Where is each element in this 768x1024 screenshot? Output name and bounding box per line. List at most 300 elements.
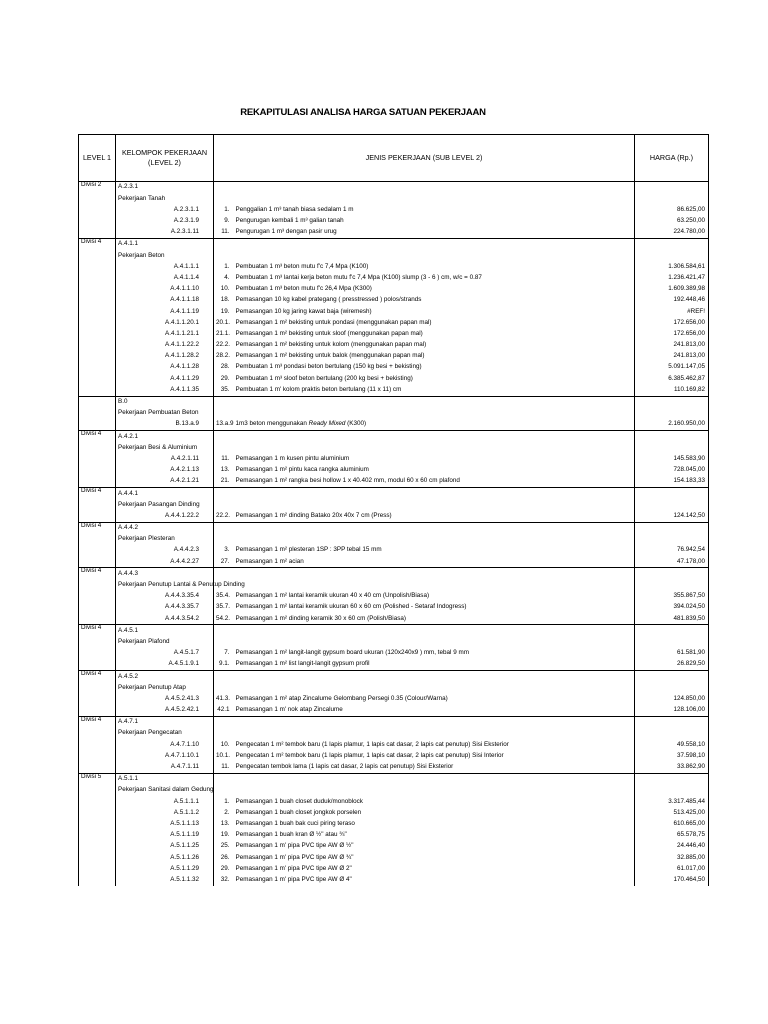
group-name: Pekerjaan Plafond bbox=[118, 637, 170, 645]
item-number: 13. bbox=[220, 466, 230, 474]
item-number: 4. bbox=[224, 273, 230, 281]
header-kelompok-line2: (LEVEL 2) bbox=[148, 158, 181, 167]
item-description-text: Penggalian 1 m³ tanah biasa sedalam 1 m bbox=[235, 205, 354, 213]
item-number: 29. bbox=[220, 864, 230, 872]
item-description-text: Pemasangan 1 m² bekisting untuk pondasi (menggunakan papan mal) bbox=[235, 318, 432, 326]
group-name: Pekerjaan Sanitasi dalam Gedung bbox=[118, 786, 214, 794]
group-name-cell bbox=[116, 637, 214, 648]
item-price: 355.867,50 bbox=[635, 591, 709, 602]
item-code: A.5.1.1.2 bbox=[116, 807, 214, 818]
item-description bbox=[230, 762, 635, 774]
item-code: A.4.5.1.9.1 bbox=[116, 659, 214, 671]
item-number: 35. bbox=[220, 385, 230, 393]
empty-cell bbox=[214, 580, 635, 591]
table-row bbox=[79, 556, 709, 568]
item-description bbox=[230, 419, 635, 431]
empty-cell bbox=[214, 682, 635, 693]
table-row bbox=[79, 602, 709, 613]
item-description bbox=[230, 659, 635, 671]
empty-cell bbox=[214, 408, 635, 419]
group-name: Pekerjaan Besi & Aluminium bbox=[118, 443, 198, 451]
table-row bbox=[79, 306, 709, 317]
item-number: 35.7. bbox=[216, 603, 231, 611]
level1-cell: Divisi 4 bbox=[79, 431, 116, 488]
empty-cell bbox=[635, 671, 709, 683]
item-price: 172.656,00 bbox=[635, 328, 709, 339]
item-description bbox=[230, 454, 635, 465]
table-row bbox=[79, 648, 709, 659]
table-row bbox=[79, 830, 709, 841]
item-description-text: Pengecatan 1 m² tembok baru (1 lapis plamur, 1 lapis cat dasar, 2 lapis cat penutup) Sisi Interior bbox=[235, 751, 504, 759]
empty-cell bbox=[214, 250, 635, 261]
table-row bbox=[79, 261, 709, 272]
item-number: 2. bbox=[224, 808, 230, 816]
item-description bbox=[230, 351, 635, 362]
item-code: A.4.1.1.35 bbox=[116, 384, 214, 396]
empty-cell bbox=[635, 431, 709, 443]
group-name-cell bbox=[116, 193, 214, 204]
item-price: 47.178,00 bbox=[635, 556, 709, 568]
item-code: A.4.4.2.27 bbox=[116, 556, 214, 568]
item-price: 124.142,50 bbox=[635, 510, 709, 522]
group-code: A.4.4.1 bbox=[116, 488, 214, 500]
item-description-text: Pembuatan 1 m³ lantai kerja beton mutu f'c 7,4 Mpa (K100) slump (3 - 6 ) cm, w/c = 0.87 bbox=[235, 273, 482, 281]
empty-cell bbox=[214, 499, 635, 510]
item-price: 1.306.584,61 bbox=[635, 261, 709, 272]
item-price: 224.780,00 bbox=[635, 227, 709, 239]
item-code: A.4.1.1.22.2 bbox=[116, 340, 214, 351]
level1-cell: Divisi 4 bbox=[79, 568, 116, 625]
group-code: A.4.2.1 bbox=[116, 431, 214, 443]
item-price: 2.160.950,00 bbox=[635, 419, 709, 431]
empty-cell bbox=[635, 488, 709, 500]
level1-cell: Divisi 4 bbox=[79, 625, 116, 671]
group-name-cell bbox=[116, 499, 214, 510]
group-code: A.4.1.1 bbox=[116, 238, 214, 250]
item-number: 1. bbox=[224, 262, 230, 270]
item-price: 61.581,90 bbox=[635, 648, 709, 659]
item-price: 1.609.389,98 bbox=[635, 284, 709, 295]
item-number: 11. bbox=[221, 454, 230, 462]
level1-cell: Divisi 4 bbox=[79, 671, 116, 717]
table-row bbox=[79, 351, 709, 362]
item-description-text: Pemasangan 1 m² lantai keramik ukuran 40 x 40 cm (Unpolish/Biasa) bbox=[235, 592, 430, 600]
level1-cell: Divisi 4 bbox=[79, 716, 116, 773]
group-name: Pekerjaan Pasangan Dinding bbox=[118, 500, 200, 508]
item-price: 1.236.421,47 bbox=[635, 273, 709, 284]
item-description bbox=[230, 373, 635, 384]
empty-cell bbox=[635, 637, 709, 648]
section-code-row bbox=[79, 773, 709, 785]
item-code: A.4.4.3.35.7 bbox=[116, 602, 214, 613]
item-number: 9.1. bbox=[218, 660, 230, 668]
item-price: 394.024,50 bbox=[635, 602, 709, 613]
item-number: 54.2. bbox=[216, 614, 231, 622]
table-row bbox=[79, 705, 709, 717]
item-description bbox=[230, 705, 635, 717]
item-description bbox=[230, 227, 635, 239]
item-description-suffix: (K300) bbox=[345, 420, 367, 428]
item-price: 154.183,33 bbox=[635, 476, 709, 488]
section-code-row bbox=[79, 716, 709, 728]
item-description-text: Pemasangan 1 m' pipa PVC tipe AW Ø ¾" bbox=[235, 853, 354, 861]
item-description-text: Pemasangan 1 m' pipa PVC tipe AW Ø ½" bbox=[235, 842, 354, 850]
empty-cell bbox=[214, 522, 635, 534]
empty-cell bbox=[214, 534, 635, 545]
item-code: A.4.2.1.11 bbox=[116, 454, 214, 465]
empty-cell bbox=[214, 625, 635, 637]
item-code: A.4.7.1.10 bbox=[116, 739, 214, 750]
item-description bbox=[230, 819, 635, 830]
item-number: 22.2. bbox=[216, 511, 231, 519]
item-number: 41.3. bbox=[216, 694, 231, 702]
item-description bbox=[230, 874, 635, 885]
item-description-text: Pemasangan 1 m² bekisting untuk sloof (menggunakan papan mal) bbox=[235, 329, 423, 337]
table-row bbox=[79, 419, 709, 431]
item-price: 192.448,46 bbox=[635, 295, 709, 306]
item-price: 124.850,00 bbox=[635, 693, 709, 704]
table-row bbox=[79, 384, 709, 396]
item-price: #REF! bbox=[635, 306, 709, 317]
item-number: 10.1. bbox=[216, 751, 231, 759]
table-row bbox=[79, 659, 709, 671]
empty-cell bbox=[635, 773, 709, 785]
empty-cell bbox=[214, 637, 635, 648]
item-price: 24.446,40 bbox=[635, 841, 709, 852]
section-group-row bbox=[79, 534, 709, 545]
item-code: A.5.1.1.1 bbox=[116, 796, 214, 807]
item-description bbox=[230, 306, 635, 317]
group-name: Pekerjaan Penutup Lantai & Penutup Dinding bbox=[118, 581, 245, 588]
item-price: 3.317.485,44 bbox=[635, 796, 709, 807]
table-row bbox=[79, 295, 709, 306]
item-price: 76.942,54 bbox=[635, 545, 709, 556]
item-code: A.4.1.1.21.1 bbox=[116, 328, 214, 339]
item-description bbox=[230, 362, 635, 373]
section-group-row bbox=[79, 250, 709, 261]
group-name-cell bbox=[116, 534, 214, 545]
item-price: 32.885,00 bbox=[635, 852, 709, 863]
empty-cell bbox=[214, 442, 635, 453]
table-row bbox=[79, 373, 709, 384]
item-price: 110.169,82 bbox=[635, 384, 709, 396]
empty-cell bbox=[214, 671, 635, 683]
section-group-row bbox=[79, 682, 709, 693]
item-price: 728.045,00 bbox=[635, 465, 709, 476]
item-price: 128.106,00 bbox=[635, 705, 709, 717]
item-description bbox=[230, 273, 635, 284]
item-price: 172.656,00 bbox=[635, 317, 709, 328]
empty-cell bbox=[635, 182, 709, 194]
item-description-text: Pengurugan 1 m³ dengan pasir urug bbox=[235, 228, 337, 236]
item-number: 28.2. bbox=[216, 352, 231, 360]
table-row bbox=[79, 750, 709, 761]
item-description-text: Pemasangan 1 m² rangka besi hollow 1 x 40.402 mm, modul 60 x 60 cm plafond bbox=[235, 477, 460, 485]
item-description-text: Pemasangan 1 m² lantai keramik ukuran 60 x 60 cm (Polished - Setaraf Indogress) bbox=[235, 603, 467, 611]
item-price: 49.558,10 bbox=[635, 739, 709, 750]
section-code-row bbox=[79, 488, 709, 500]
header-kelompok bbox=[116, 135, 214, 182]
empty-cell bbox=[214, 182, 635, 194]
section-group-row bbox=[79, 408, 709, 419]
header-harga: HARGA (Rp.) bbox=[635, 135, 709, 182]
empty-cell bbox=[635, 568, 709, 580]
section-code-row bbox=[79, 522, 709, 534]
table-row bbox=[79, 284, 709, 295]
level1-cell: Divisi 4 bbox=[79, 488, 116, 523]
item-code: A.4.1.1.20.1 bbox=[116, 317, 214, 328]
item-code: A.5.1.1.32 bbox=[116, 874, 214, 885]
item-number: 28. bbox=[220, 363, 230, 371]
group-code: A.2.3.1 bbox=[116, 182, 214, 194]
table-row bbox=[79, 762, 709, 774]
item-number: 3. bbox=[224, 546, 230, 554]
group-code: A.5.1.1 bbox=[116, 773, 214, 785]
item-number: 21.1. bbox=[216, 329, 231, 337]
item-number: 1. bbox=[224, 797, 230, 805]
group-code: A.4.4.3 bbox=[116, 568, 214, 580]
empty-cell bbox=[635, 625, 709, 637]
group-code: A.4.4.2 bbox=[116, 522, 214, 534]
item-description-text: Pemasangan 1 buah kran Ø ½" atau ¾" bbox=[235, 831, 347, 839]
item-description-text: Pemasangan 1 m' nok atap Zincalume bbox=[235, 706, 343, 714]
group-code: A.4.5.2 bbox=[116, 671, 214, 683]
item-code: A.4.1.1.4 bbox=[116, 273, 214, 284]
item-number: 11. bbox=[221, 228, 230, 236]
item-code: A.4.4.2.3 bbox=[116, 545, 214, 556]
section-code-row bbox=[79, 568, 709, 580]
item-description-text: Pemasangan 1 m kusen pintu aluminium bbox=[235, 454, 350, 462]
table-row bbox=[79, 317, 709, 328]
item-price: 241.813,00 bbox=[635, 340, 709, 351]
table-row bbox=[79, 693, 709, 704]
item-code: A.4.1.1.1 bbox=[116, 261, 214, 272]
item-code: A.2.3.1.9 bbox=[116, 216, 214, 227]
item-description-text: Pemasangan 1 m² list langit-langit gypsum profil bbox=[235, 660, 370, 668]
item-number: 26. bbox=[220, 853, 230, 861]
item-description bbox=[230, 261, 635, 272]
group-code: A.4.7.1 bbox=[116, 716, 214, 728]
item-price: 37.598,10 bbox=[635, 750, 709, 761]
section-group-row bbox=[79, 785, 709, 796]
empty-cell bbox=[635, 193, 709, 204]
section-group-row bbox=[79, 580, 709, 591]
item-description bbox=[230, 340, 635, 351]
item-description bbox=[230, 545, 635, 556]
item-description bbox=[230, 328, 635, 339]
item-description bbox=[230, 591, 635, 602]
table-row bbox=[79, 340, 709, 351]
item-code: A.4.1.1.10 bbox=[116, 284, 214, 295]
item-number: 7. bbox=[224, 649, 230, 657]
table-row bbox=[79, 328, 709, 339]
table-row bbox=[79, 819, 709, 830]
empty-cell bbox=[635, 682, 709, 693]
table-row bbox=[79, 510, 709, 522]
group-code: A.4.5.1 bbox=[116, 625, 214, 637]
empty-cell bbox=[635, 250, 709, 261]
item-description-text: Pemasangan 1 m² langit-langit gypsum board ukuran (120x240x9 ) mm, tebal 9 mm bbox=[235, 649, 469, 657]
item-number: 21. bbox=[220, 477, 230, 485]
item-number: 10. bbox=[220, 740, 230, 748]
item-description bbox=[230, 739, 635, 750]
item-description-text: 1m3 beton menggunakan bbox=[235, 420, 309, 428]
level1-cell: Divisi 4 bbox=[79, 522, 116, 568]
item-price: 5.091.147,05 bbox=[635, 362, 709, 373]
item-code: A.4.5.2.41.3 bbox=[116, 693, 214, 704]
section-code-row bbox=[79, 431, 709, 443]
item-price: 86.625,00 bbox=[635, 204, 709, 215]
table-row bbox=[79, 216, 709, 227]
table-header-row bbox=[79, 135, 709, 182]
empty-cell bbox=[214, 193, 635, 204]
item-number: 10. bbox=[220, 285, 230, 293]
empty-cell bbox=[635, 728, 709, 739]
item-code: A.4.4.3.54.2 bbox=[116, 613, 214, 625]
item-description-text: Pemasangan 1 buah closet jongkok porselen bbox=[235, 808, 362, 816]
section-code-row bbox=[79, 625, 709, 637]
item-description-text: Pemasangan 1 m² bekisting untuk kolom (menggunakan papan mal) bbox=[235, 341, 427, 349]
empty-cell bbox=[214, 785, 635, 796]
item-code: A.5.1.1.19 bbox=[116, 830, 214, 841]
item-description-text: Pemasangan 1 m' pipa PVC tipe AW Ø 4" bbox=[235, 875, 352, 883]
table-row bbox=[79, 613, 709, 625]
item-description bbox=[230, 807, 635, 818]
item-number: 25. bbox=[220, 842, 230, 850]
item-description bbox=[230, 602, 635, 613]
item-code: A.2.3.1.11 bbox=[116, 227, 214, 239]
item-code: A.5.1.1.26 bbox=[116, 852, 214, 863]
item-description bbox=[230, 556, 635, 568]
item-price: 63.250,00 bbox=[635, 216, 709, 227]
table-row bbox=[79, 545, 709, 556]
item-description bbox=[230, 384, 635, 396]
group-name-cell bbox=[116, 442, 214, 453]
section-code-row bbox=[79, 238, 709, 250]
group-name-cell bbox=[116, 580, 245, 591]
section-group-row bbox=[79, 728, 709, 739]
item-code: A.4.2.1.13 bbox=[116, 465, 214, 476]
item-description-text: Pembuatan 1 m³ pondasi beton bertulang (150 kg besi + bekisting) bbox=[235, 363, 422, 371]
item-description-text: Pemasangan 1 m² atap Zincalume Gelombang Persegi 0.35 (Colour/Warna) bbox=[235, 694, 448, 702]
table-row bbox=[79, 807, 709, 818]
item-code: B.13.a.9 bbox=[116, 419, 214, 431]
item-description-text: Pengurugan kembali 1 m³ galian tanah bbox=[235, 217, 344, 224]
recap-table bbox=[78, 134, 709, 886]
item-description-text: Pemasangan 10 kg kabel prategang ( presstressed ) polos/strands bbox=[235, 296, 422, 304]
item-number: 18. bbox=[220, 296, 230, 304]
item-code: A.4.5.2.42.1 bbox=[116, 705, 214, 717]
header-level1: LEVEL 1 bbox=[79, 135, 116, 182]
item-code: A.4.1.1.19 bbox=[116, 306, 214, 317]
item-code: A.4.1.1.29 bbox=[116, 373, 214, 384]
item-description-text: Pemasangan 1 m² plesteran 1SP : 3PP tebal 15 mm bbox=[235, 546, 382, 554]
table-row bbox=[79, 362, 709, 373]
header-jenis: JENIS PEKERJAAN (SUB LEVEL 2) bbox=[214, 135, 635, 182]
empty-cell bbox=[214, 716, 635, 728]
item-description-text: Pembuatan 1 m³ sloof beton bertulang (200 kg besi + bekisting) bbox=[235, 374, 413, 382]
group-name: Pekerjaan Penutup Atap bbox=[118, 683, 186, 691]
item-description-text: Pemasangan 1 m² dinding keramik 30 x 60 cm (Polish/Biasa) bbox=[235, 614, 406, 622]
group-name-cell bbox=[116, 250, 214, 261]
empty-cell bbox=[214, 238, 635, 250]
item-description bbox=[230, 295, 635, 306]
item-number: 32. bbox=[220, 875, 230, 883]
item-description bbox=[230, 863, 635, 874]
item-description bbox=[230, 510, 635, 522]
item-description bbox=[230, 750, 635, 761]
item-description-text: Pembuatan 1 m' kolom praktis beton bertulang (11 x 11) cm bbox=[235, 385, 402, 393]
group-name: Pekerjaan Plesteran bbox=[118, 535, 175, 543]
empty-cell bbox=[635, 522, 709, 534]
item-price: 33.862,90 bbox=[635, 762, 709, 774]
level1-cell: Divisi 4 bbox=[79, 238, 116, 396]
item-description-text: Pengecatan 1 m² tembok baru (1 lapis plamur, 1 lapis cat dasar, 2 lapis cat penutup) Sisi Eksterior bbox=[235, 740, 509, 748]
level1-cell bbox=[79, 396, 116, 431]
group-name: Pekerjaan Pengecatan bbox=[118, 729, 182, 737]
group-name-cell bbox=[116, 408, 214, 419]
table-body bbox=[79, 182, 709, 886]
item-description bbox=[230, 204, 635, 215]
item-description-text: Pemasangan 10 kg jaring kawat baja (wiremesh) bbox=[235, 307, 372, 315]
item-number: 13. bbox=[220, 819, 230, 827]
item-price: 481.839,50 bbox=[635, 613, 709, 625]
empty-cell bbox=[635, 785, 709, 796]
item-code: A.4.1.1.28.2 bbox=[116, 351, 214, 362]
item-price: 241.813,00 bbox=[635, 351, 709, 362]
item-number: 9. bbox=[224, 217, 230, 224]
item-description-text: Pembuatan 1 m³ beton mutu f'c 7,4 Mpa (K100) bbox=[235, 262, 369, 270]
table-row bbox=[79, 273, 709, 284]
item-number: 11. bbox=[221, 763, 230, 770]
empty-cell bbox=[214, 431, 635, 443]
header-kelompok-line1: KELOMPOK PEKERJAAN bbox=[121, 148, 208, 158]
item-description-text: Pemasangan 1 m² pintu kaca rangka aluminium bbox=[235, 466, 369, 474]
group-name: Pekerjaan Pembuatan Beton bbox=[118, 409, 199, 417]
item-code: A.5.1.1.29 bbox=[116, 863, 214, 874]
group-name-cell bbox=[116, 728, 214, 739]
item-code: A.4.4.1.22.2 bbox=[116, 510, 214, 522]
item-number: 20.1. bbox=[216, 318, 231, 326]
table-row bbox=[79, 204, 709, 215]
empty-cell bbox=[214, 488, 635, 500]
table-row bbox=[79, 465, 709, 476]
group-name: Pekerjaan Tanah bbox=[118, 194, 166, 202]
item-description-text: Pembuatan 1 m³ beton mutu f'c 26,4 Mpa (K300) bbox=[235, 285, 372, 293]
item-price: 610.665,00 bbox=[635, 819, 709, 830]
item-description bbox=[230, 317, 635, 328]
item-price: 145.583,90 bbox=[635, 454, 709, 465]
item-number: 1. bbox=[224, 205, 230, 213]
empty-cell bbox=[635, 396, 709, 408]
item-price: 170.464,50 bbox=[635, 874, 709, 885]
table-row bbox=[79, 227, 709, 239]
item-price: 61.017,00 bbox=[635, 863, 709, 874]
group-name: Pekerjaan Beton bbox=[118, 251, 165, 259]
table-row bbox=[79, 841, 709, 852]
item-code: A.5.1.1.25 bbox=[116, 841, 214, 852]
item-number: 19. bbox=[220, 307, 230, 315]
item-description bbox=[230, 476, 635, 488]
item-number: 13.a.9 bbox=[216, 420, 234, 428]
empty-cell bbox=[635, 716, 709, 728]
section-code-row bbox=[79, 396, 709, 408]
item-code: A.5.1.1.13 bbox=[116, 819, 214, 830]
group-name-cell bbox=[116, 682, 214, 693]
item-description bbox=[230, 613, 635, 625]
item-number: 35.4. bbox=[216, 592, 231, 600]
item-price: 513.425,00 bbox=[635, 807, 709, 818]
